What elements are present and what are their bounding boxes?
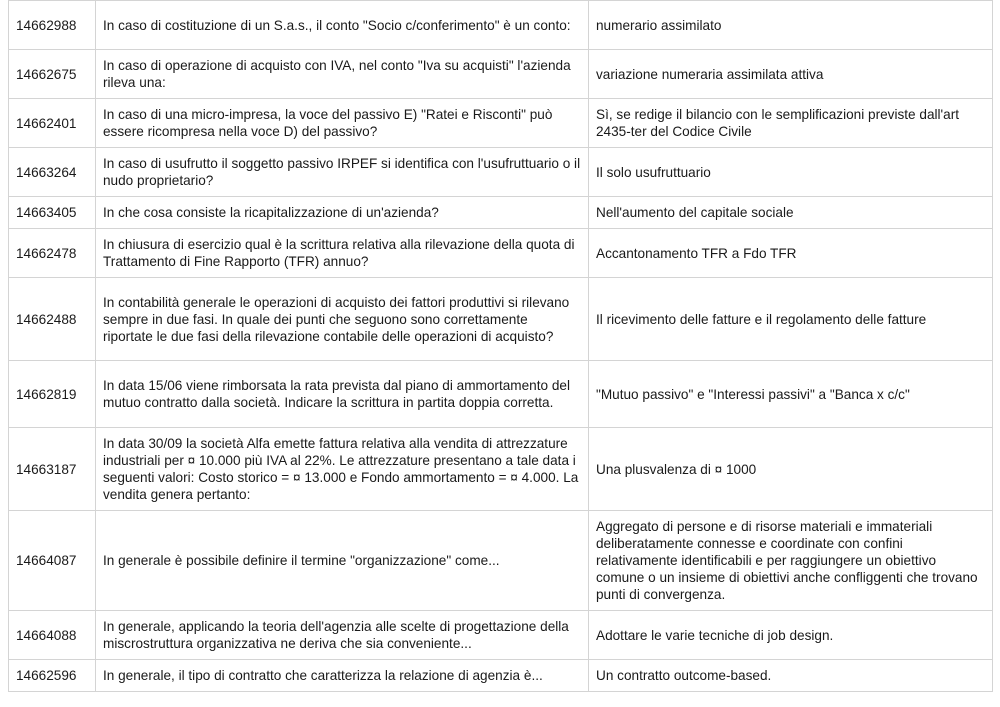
table-row — [9, 278, 993, 361]
answer-cell: Accantonamento TFR a Fdo TFR — [589, 229, 993, 278]
row-id: 14662819 — [9, 361, 96, 428]
table-row — [9, 361, 993, 428]
question-cell: In caso di costituzione di un S.a.s., il conto "Socio c/conferimento" è un conto: — [96, 1, 589, 50]
question-cell: In caso di operazione di acquisto con IVA, nel conto "Iva su acquisti" l'azienda rileva una: — [96, 50, 589, 99]
question-cell: In generale, applicando la teoria dell'agenzia alle scelte di progettazione della miscrostruttura organizzativa ne deriva che sia conveniente... — [96, 611, 589, 660]
qa-table — [8, 0, 993, 692]
row-id: 14662478 — [9, 229, 96, 278]
question-cell: In contabilità generale le operazioni di acquisto dei fattori produttivi si rilevano sempre in due fasi. In quale dei punti che seguono sono correttamente riportate le due fasi della rilevazione contabile delle operazioni di acquisto? — [96, 278, 589, 361]
answer-cell: variazione numeraria assimilata attiva — [589, 50, 993, 99]
question-cell: In generale è possibile definire il termine "organizzazione" come... — [96, 511, 589, 611]
table-row — [9, 148, 993, 197]
row-id: 14663264 — [9, 148, 96, 197]
table-row — [9, 50, 993, 99]
qa-table-body — [9, 1, 993, 692]
answer-cell: Il ricevimento delle fatture e il regolamento delle fatture — [589, 278, 993, 361]
question-cell: In che cosa consiste la ricapitalizzazione di un'azienda? — [96, 197, 589, 229]
row-id: 14664087 — [9, 511, 96, 611]
question-cell: In generale, il tipo di contratto che caratterizza la relazione di agenzia è... — [96, 660, 589, 692]
answer-cell: Una plusvalenza di ¤ 1000 — [589, 428, 993, 511]
table-row — [9, 511, 993, 611]
answer-cell: Sì, se redige il bilancio con le semplificazioni previste dall'art 2435-ter del Codice Civile — [589, 99, 993, 148]
table-row — [9, 428, 993, 511]
table-row — [9, 99, 993, 148]
question-cell: In caso di una micro-impresa, la voce del passivo E) "Ratei e Risconti" può essere ricompresa nella voce D) del passivo? — [96, 99, 589, 148]
table-row — [9, 197, 993, 229]
table-row — [9, 660, 993, 692]
table-row — [9, 611, 993, 660]
row-id: 14662988 — [9, 1, 96, 50]
answer-cell: Aggregato di persone e di risorse materiali e immateriali deliberatamente connesse e coordinate con confini relativamente identificabili e per raggiungere un obiettivo comune o un insieme di obiettivi anche confliggenti che trovano punti di convergenza. — [589, 511, 993, 611]
question-cell: In chiusura di esercizio qual è la scrittura relativa alla rilevazione della quota di Trattamento di Fine Rapporto (TFR) annuo? — [96, 229, 589, 278]
answer-cell: Nell'aumento del capitale sociale — [589, 197, 993, 229]
answer-cell: Il solo usufruttuario — [589, 148, 993, 197]
row-id: 14662596 — [9, 660, 96, 692]
question-cell: In data 30/09 la società Alfa emette fattura relativa alla vendita di attrezzature industriali per ¤ 10.000 più IVA al 22%. Le attrezzature presentano a tale data i seguenti valori: Costo storico = ¤ 13.000 e Fondo ammortamento = ¤ 4.000. La vendita genera pertanto: — [96, 428, 589, 511]
row-id: 14662401 — [9, 99, 96, 148]
row-id: 14663187 — [9, 428, 96, 511]
answer-cell: "Mutuo passivo" e "Interessi passivi" a "Banca x c/c" — [589, 361, 993, 428]
row-id: 14662675 — [9, 50, 96, 99]
answer-cell: Un contratto outcome-based. — [589, 660, 993, 692]
row-id: 14664088 — [9, 611, 96, 660]
row-id: 14662488 — [9, 278, 96, 361]
table-row — [9, 229, 993, 278]
row-id: 14663405 — [9, 197, 96, 229]
question-cell: In data 15/06 viene rimborsata la rata prevista dal piano di ammortamento del mutuo contratto dalla società. Indicare la scrittura in partita doppia corretta. — [96, 361, 589, 428]
answer-cell: numerario assimilato — [589, 1, 993, 50]
table-row — [9, 1, 993, 50]
question-cell: In caso di usufrutto il soggetto passivo IRPEF si identifica con l'usufruttuario o il nudo proprietario? — [96, 148, 589, 197]
answer-cell: Adottare le varie tecniche di job design. — [589, 611, 993, 660]
